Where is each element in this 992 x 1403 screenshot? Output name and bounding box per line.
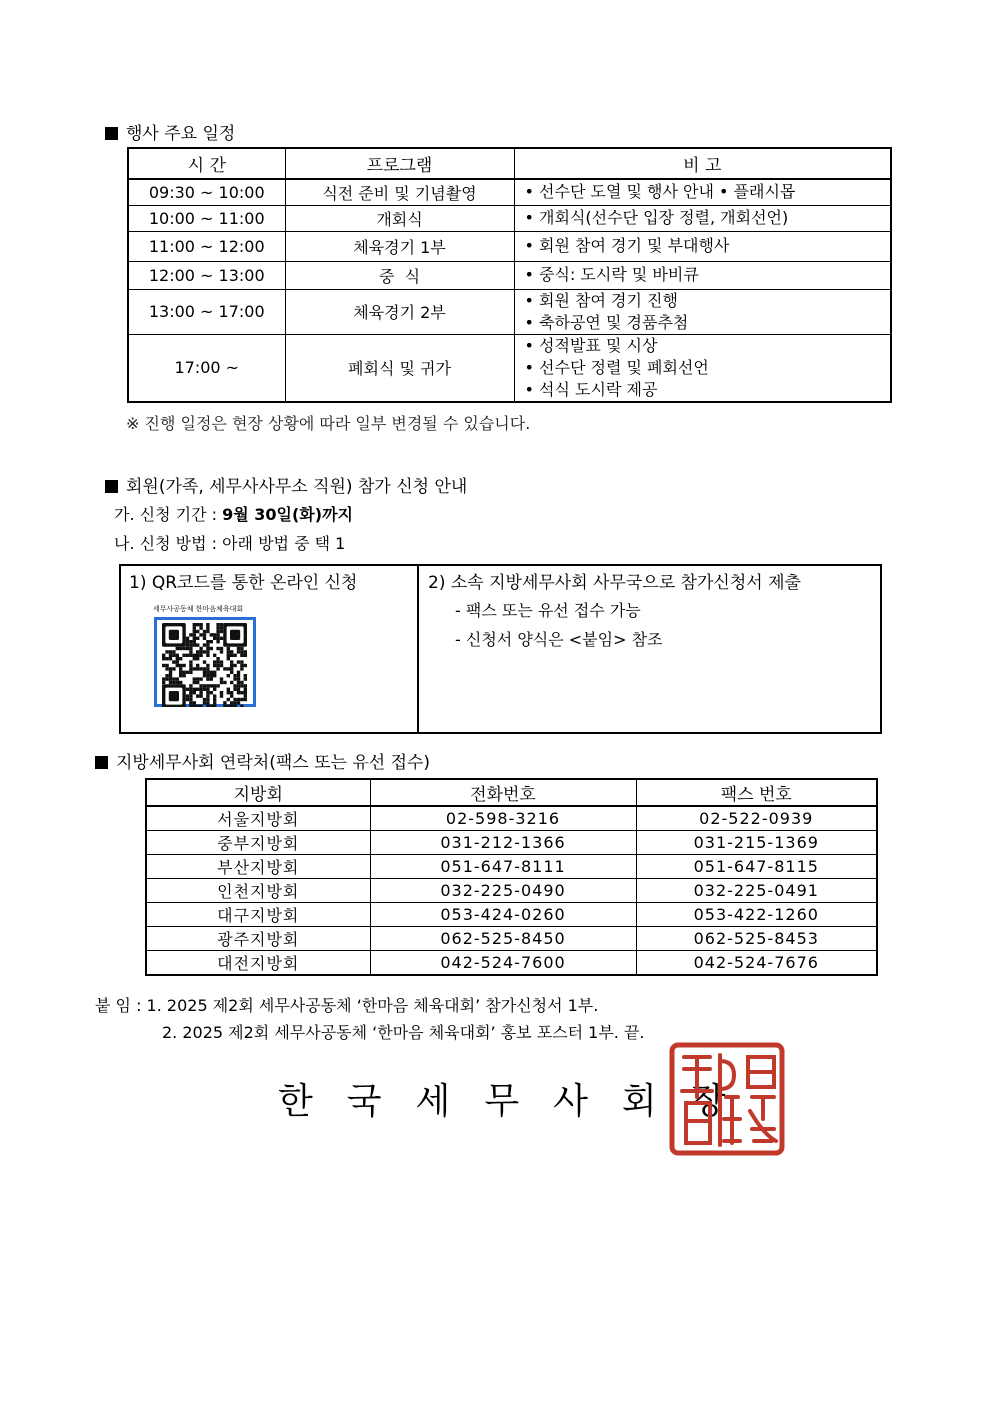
fax-option-item: - 신청서 양식은 <붙임> 참조 [455,630,663,649]
header-phone: 전화번호 [370,779,636,806]
schedule-table [127,147,892,403]
apply-section-title: 회원(가족, 세무사사무소 직원) 참가 신청 안내 [105,472,467,497]
contact-fax: 031-215-1369 [636,831,877,855]
contact-fax: 051-647-8115 [636,855,877,879]
schedule-notes [514,205,891,231]
contact-row [146,855,877,879]
schedule-notes [514,334,891,402]
contacts-section-title: 지방세무사회 연락처(팩스 또는 유선 접수) [95,748,430,773]
schedule-section-title: 행사 주요 일정 [105,119,235,144]
contact-row [146,927,877,951]
contact-phone: 031-212-1366 [370,831,636,855]
apply-method: 나. 신청 방법 : 아래 방법 중 택 1 [114,534,346,553]
header-notes: 비 고 [514,148,891,179]
square-bullet-icon [105,480,118,493]
header-program: 프로그램 [285,148,514,179]
schedule-program: 중 식 [285,261,514,289]
contacts-table [145,778,878,976]
contact-row [146,806,877,831]
schedule-notes [514,289,891,334]
contact-region: 광주지방회 [146,927,370,951]
schedule-time: 09:30 ~ 10:00 [128,179,285,205]
qr-option [121,566,419,732]
schedule-note-item: • 중식: 도시락 및 바비큐 [525,264,891,286]
attachment-line-2: 2. 2025 제2회 세무사공동체 ‘한마음 체육대회’ 홍보 포스터 1부. 끝. [162,1023,645,1042]
contact-fax: 032-225-0491 [636,879,877,903]
qr-option-label: 1) QR코드를 통한 온라인 신청 [129,573,358,593]
schedule-notes [514,231,891,261]
square-bullet-icon [105,127,118,140]
schedule-row [128,261,891,289]
schedule-row [128,289,891,334]
contact-fax: 062-525-8453 [636,927,877,951]
schedule-notes [514,261,891,289]
schedule-note-item: • 성적발표 및 시상 [525,335,891,357]
apply-period: 가. 신청 기간 : 9월 30일(화)까지 [114,505,353,524]
contact-phone: 062-525-8450 [370,927,636,951]
fax-option [419,566,880,732]
contact-fax: 053-422-1260 [636,903,877,927]
schedule-row [128,231,891,261]
organization-signature: 한국세무사회장 [278,1081,760,1122]
contact-region: 대전지방회 [146,951,370,976]
fax-option-item: - 팩스 또는 유선 접수 가능 [455,601,641,620]
contact-phone: 032-225-0490 [370,879,636,903]
contact-region: 인천지방회 [146,879,370,903]
schedule-note-item: • 선수단 정렬 및 폐회선언 [525,357,891,379]
contact-fax: 042-524-7676 [636,951,877,976]
schedule-time: 17:00 ~ [128,334,285,402]
contact-row [146,903,877,927]
official-seal-icon [668,1041,786,1157]
header-region: 지방회 [146,779,370,806]
schedule-row [128,179,891,205]
schedule-time: 12:00 ~ 13:00 [128,261,285,289]
contact-phone: 053-424-0260 [370,903,636,927]
apply-options-box [119,564,882,734]
header-time: 시 간 [128,148,285,179]
contact-phone: 042-524-7600 [370,951,636,976]
schedule-time: 11:00 ~ 12:00 [128,231,285,261]
schedule-note-item: • 회원 참여 경기 및 부대행사 [525,235,891,257]
schedule-note-item: • 개회식(선수단 입장 정렬, 개회선언) [525,207,891,229]
contact-phone: 02-598-3216 [370,806,636,831]
schedule-row [128,205,891,231]
contact-fax: 02-522-0939 [636,806,877,831]
contact-row [146,951,877,976]
schedule-program: 개회식 [285,205,514,231]
schedule-program: 체육경기 2부 [285,289,514,334]
schedule-footnote: ※ 진행 일정은 현장 상황에 따라 일부 변경될 수 있습니다. [126,414,531,433]
schedule-note-item: • 회원 참여 경기 진행 [525,290,891,312]
qr-caption: 세무사공동체 한마음체육대회 [153,605,244,613]
square-bullet-icon [95,756,108,769]
schedule-notes [514,179,891,205]
header-fax: 팩스 번호 [636,779,877,806]
contact-region: 서울지방회 [146,806,370,831]
contact-row [146,879,877,903]
fax-option-label: 2) 소속 지방세무사회 사무국으로 참가신청서 제출 [428,573,801,593]
schedule-time: 10:00 ~ 11:00 [128,205,285,231]
schedule-program: 체육경기 1부 [285,231,514,261]
schedule-note-item: • 석식 도시락 제공 [525,379,891,401]
contact-region: 대구지방회 [146,903,370,927]
contacts-header-row [146,779,877,806]
schedule-note-item: • 선수단 도열 및 행사 안내 • 플래시몹 [525,181,891,203]
schedule-note-item: • 축하공연 및 경품추첨 [525,312,891,334]
schedule-header-row [128,148,891,179]
schedule-time: 13:00 ~ 17:00 [128,289,285,334]
schedule-program: 식전 준비 및 기념촬영 [285,179,514,205]
qr-code-icon[interactable] [154,617,256,707]
schedule-program: 폐회식 및 귀가 [285,334,514,402]
contact-phone: 051-647-8111 [370,855,636,879]
schedule-row [128,334,891,402]
contact-region: 부산지방회 [146,855,370,879]
contact-row [146,831,877,855]
attachment-line-1: 붙 임 : 1. 2025 제2회 세무사공동체 ‘한마음 체육대회’ 참가신청서 1부. [95,996,599,1015]
contact-region: 중부지방회 [146,831,370,855]
